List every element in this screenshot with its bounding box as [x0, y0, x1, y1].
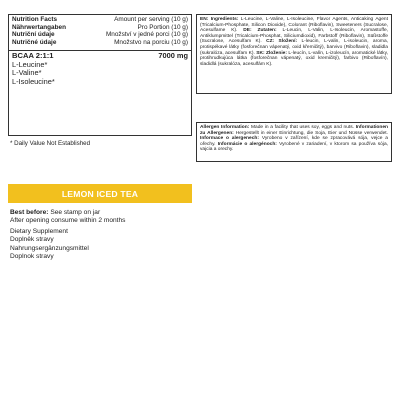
- allergen-en-label: Allergen Information:: [200, 125, 250, 130]
- nutrition-title-cz: Nutriční údaje: [12, 31, 55, 39]
- after-opening-text: After opening consume within 2 months: [10, 217, 126, 225]
- serving-size-en: Amount per serving (10 g): [114, 16, 188, 23]
- serving-size-cz: Množství v jedné porci (10 g): [105, 31, 188, 39]
- allergen-sk-label: Informácie o alergénoch:: [217, 141, 277, 147]
- nutrition-title-en: Nutrition Facts: [12, 16, 58, 23]
- allergen-sk-text: Vyrobené v zariadení, v ktorom sa používa sója, vajcia a orechy.: [200, 141, 388, 153]
- ingredients-cz-label: CZ: Složení:: [266, 39, 298, 45]
- supplement-labels: [10, 228, 89, 262]
- supplement-label-de: Nahrungsergänzungsmittel: [10, 244, 89, 252]
- ingredients-sk-text: L-leucín, L-valín, L-izoleucín, aromatické látky, protihrudkujúca látka (fosforečnan vápenatý, oxid kremičitý), farbivo (Riboflavín), sladidlá (sukralóza, acesulfám K).: [200, 50, 388, 67]
- allergen-cz-text: Vyrobeno v zařízení, kde se zpracovává sója, vejce a ořechy.: [200, 136, 388, 147]
- ingredients-de-text: L-Leucin, L-Valin, L-Isoleucin, Aromastoffe, Antiklumpmittel (Tricalcium-Phosphat, Siliciumdioxid), Farbstoff (Riboflavin), Süßstoffe (Sucralose, Acesulfam K).: [200, 28, 388, 45]
- bcaa-amount: 7000 mg: [158, 51, 188, 60]
- ingredients-cz-text: L-leucin, L-valin, L-isoleucin, aroma, protispékavé látky (fosforečnan vápenatý, oxid křemičitý), barvivo (Riboflavin), sladidla (sukralóza, acesulfam K).: [200, 39, 388, 56]
- ingredients-de-label: DE: Zutaten:: [243, 28, 277, 34]
- best-before-label: Best before:: [10, 209, 49, 216]
- best-before-text: See stamp on jar: [48, 209, 101, 216]
- bcaa-name: [12, 52, 55, 86]
- serving-size-sk: Množstvo na porciu (10 g): [114, 38, 188, 46]
- component-leucine: L-Leucine*: [12, 59, 48, 69]
- bcaa-row: [9, 51, 191, 86]
- nutrition-title-de: Nährwertangaben: [12, 23, 66, 31]
- nutrition-facts-header: [9, 15, 191, 51]
- best-before-line: [10, 209, 125, 217]
- bcaa-title: BCAA 2:1:1: [12, 51, 54, 60]
- supplement-label-cz: Doplněk stravy: [10, 236, 54, 244]
- ingredients-sk-label: SK: Zloženie:: [256, 50, 287, 56]
- supplement-label-en: Dietary Supplement: [10, 228, 68, 235]
- allergen-cz-label: Informace o alergenech:: [200, 136, 259, 142]
- supplement-label-sk: Doplnok stravy: [10, 253, 54, 261]
- daily-value-note: * Daily Value Not Established: [10, 140, 91, 147]
- allergen-box: [196, 122, 392, 162]
- flavor-label: LEMON ICED TEA: [61, 188, 139, 199]
- ingredients-en-text: L-Leucine, L-Valine, L-Isoleucine, Flavor Agents, Anticaking Agent (Tricalcium-Phosphate, Silicon Dioxide), Colorant (Riboflavin), Sweeteners (Sucralose, Acesulfame K).: [200, 17, 388, 34]
- nutrition-facts-table: [8, 14, 192, 136]
- allergen-en-text: Made in a facility that uses soy, eggs and nuts.: [249, 125, 356, 130]
- serving-size-column: [106, 16, 188, 48]
- ingredients-box: [196, 14, 392, 94]
- allergen-de-label: Informationen zu Allergenen:: [200, 125, 388, 136]
- component-isoleucine: L-Isoleucine*: [12, 76, 55, 86]
- serving-size-de: Pro Portion (10 g): [137, 23, 188, 31]
- ingredients-en-label: EN: Ingredients:: [200, 17, 239, 22]
- best-before-section: [10, 209, 125, 225]
- flavor-banner: [8, 184, 192, 203]
- nutrition-title-column: [12, 16, 66, 48]
- component-valine: L-Valine*: [12, 68, 42, 78]
- nutrition-title-sk: Nutričné údaje: [12, 38, 57, 46]
- allergen-de-text: Hergestellt in einer Einrichtung, die Soja, Eier und Nüsse verwendet.: [233, 130, 388, 136]
